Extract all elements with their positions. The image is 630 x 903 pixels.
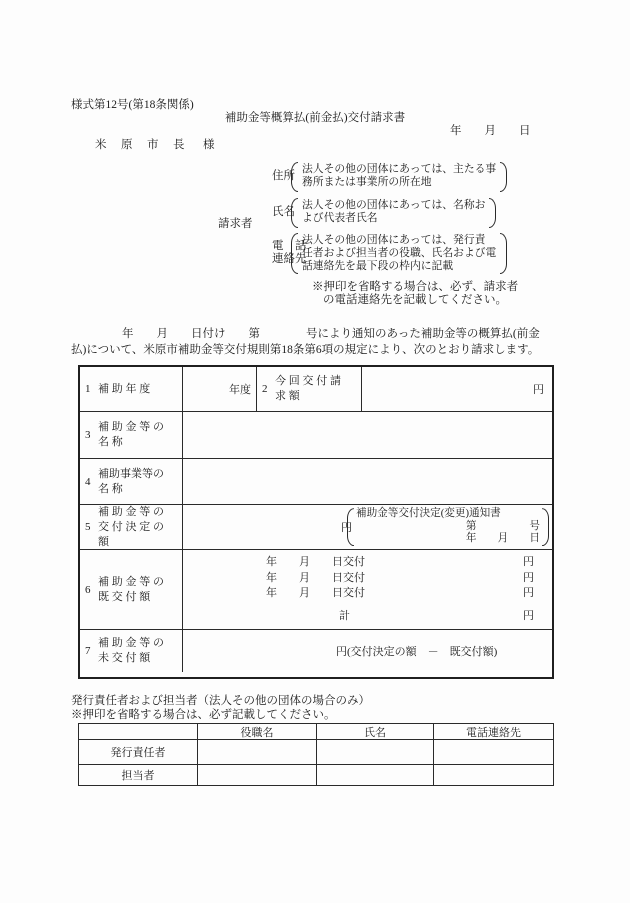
- notice-note-line3: 年 月 日: [465, 533, 540, 545]
- unpaid-formula: 円(交付決定の額 － 既交付額): [336, 646, 498, 658]
- tel-note-text: 法人その他の団体にあっては、発行責 任者および担当者の役職、氏名および電 話連絡先を最下段の枠内に記載: [302, 234, 497, 272]
- brace-right-icon: [542, 508, 549, 546]
- officials-header-blank: [79, 724, 197, 739]
- row7-label-line2: 未 交 付 額: [98, 652, 151, 664]
- officials-header-position: 役職名: [197, 724, 316, 739]
- name-field-label[interactable]: 氏名: [272, 206, 295, 218]
- staff-position-input-cell[interactable]: [197, 765, 316, 785]
- paid-date-line: 年 月 日交付: [266, 587, 365, 600]
- main-table: [78, 365, 554, 679]
- row6-label-line2: 既 交 付 額: [98, 590, 151, 603]
- request-label-line1: 今 回: [275, 375, 300, 387]
- date-line[interactable]: 年 月 日: [450, 125, 531, 137]
- form-number: 様式第12号(第18条関係): [71, 99, 194, 111]
- officials-header-name: 氏名: [316, 724, 433, 739]
- row3-label-cell: [80, 412, 183, 458]
- row4-number: 4: [85, 475, 91, 488]
- row6-label-line1: 補 助 金 等 の: [98, 575, 164, 588]
- table-row-decision-amount: [80, 504, 552, 549]
- officials-note: ※押印を省略する場合は、必ず記載してください。: [71, 709, 336, 721]
- brace-right-icon: [500, 162, 507, 192]
- row5-label-line2: 交 付 決 定 の 額: [98, 520, 164, 548]
- request-label-line2: 交 付 請 求 額: [275, 375, 341, 402]
- yen-suffix: 円: [523, 609, 534, 622]
- address-note-text: 法人その他の団体にあっては、主たる事 務所または事業所の所在地: [302, 163, 497, 188]
- nendo-suffix: 年度: [229, 384, 251, 396]
- issuer-row-label: 発行責任者: [110, 747, 166, 759]
- officials-title: 発行責任者および担当者（法人その他の団体の場合のみ）: [71, 695, 370, 707]
- officials-header-row: [79, 724, 553, 739]
- notice-note-line2: 第 号: [465, 520, 540, 532]
- staff-row: [79, 764, 553, 785]
- unpaid-amount-input-cell[interactable]: [183, 630, 552, 672]
- row4-label-line1: 補助事業等の: [98, 467, 164, 480]
- notice-note-line1: 補助金等交付決定(変更)通知書: [356, 508, 501, 520]
- subsidy-year-input-cell[interactable]: [183, 367, 257, 411]
- row5-label-cell: [80, 505, 183, 549]
- row1-number2: 2: [262, 383, 268, 395]
- brace-right-icon: [500, 233, 507, 274]
- table-row-project-name: [80, 458, 552, 504]
- issuer-tel-input-cell[interactable]: [433, 740, 553, 764]
- paid-date-line: 年 月 日交付: [266, 556, 365, 569]
- staff-name-input-cell[interactable]: [316, 765, 433, 785]
- address-field-label[interactable]: 住所: [272, 170, 295, 182]
- row4-label-cell: [80, 459, 183, 504]
- paid-entry-3: [183, 586, 552, 602]
- paid-entry-2: [183, 571, 552, 587]
- name-note: [291, 198, 496, 228]
- issuer-row: [79, 739, 553, 764]
- paid-date-line: 年 月 日交付: [266, 571, 365, 584]
- decision-amount-input-cell[interactable]: [183, 505, 552, 549]
- row5-number: 5: [85, 521, 91, 533]
- yen-suffix: 円: [523, 556, 534, 569]
- table-row-paid-amount: [80, 549, 552, 629]
- request-amount-input-cell[interactable]: [362, 367, 552, 411]
- row1-label-cell: [80, 367, 183, 411]
- seal-note-line1: ※押印を省略する場合は、必ず、請求者: [312, 281, 519, 293]
- row6-number: 6: [85, 583, 91, 596]
- row3-label-line2: 名 称: [98, 436, 123, 448]
- brace-right-icon: [489, 198, 496, 228]
- yen-suffix: 円: [533, 384, 544, 396]
- table-row-subsidy-name: [80, 411, 552, 458]
- form-title: 補助金等概算払(前金払)交付請求書: [224, 112, 406, 124]
- seal-note-line2: の電話連絡先を記載してください。: [323, 294, 507, 306]
- staff-tel-input-cell[interactable]: [433, 765, 553, 785]
- yen-suffix: 円: [341, 522, 352, 534]
- row7-label-cell: [80, 630, 183, 672]
- requester-label: 請求者: [218, 218, 253, 230]
- tel-note: [291, 233, 507, 274]
- row3-number: 3: [85, 429, 91, 441]
- staff-row-label: 担当者: [121, 770, 155, 782]
- issuer-name-input-cell[interactable]: [316, 740, 433, 764]
- row1-request-label-cell: [257, 367, 362, 411]
- table-row-subsidy-year: [80, 367, 552, 411]
- brace-left-icon: [347, 508, 354, 546]
- body-paragraph-line1: 年 月 日付け 第 号により通知のあった補助金等の概算払(前金: [122, 328, 540, 340]
- row1-label: 補 助 年 度: [98, 382, 151, 395]
- tel-field-label[interactable]: 電 話 連絡先: [272, 240, 307, 265]
- row7-number: 7: [85, 645, 91, 657]
- officials-header-tel: 電話連絡先: [433, 724, 553, 739]
- brace-left-icon: [291, 233, 298, 274]
- row4-label-line2: 名 称: [98, 482, 123, 495]
- total-label: 計: [339, 609, 350, 622]
- decision-notice-note: [347, 508, 549, 546]
- brace-left-icon: [291, 162, 298, 192]
- paid-entry-1: [183, 555, 552, 571]
- paid-amount-input-cell[interactable]: [183, 550, 552, 629]
- name-note-text: 法人その他の団体にあっては、名称お よび代表者氏名: [302, 199, 486, 224]
- subsidy-name-input-cell[interactable]: [183, 412, 552, 458]
- project-name-input-cell[interactable]: [183, 459, 552, 504]
- addressee: 米原市長: [95, 139, 199, 151]
- officials-table: [78, 723, 554, 786]
- row1-number: 1: [85, 383, 91, 395]
- row6-label-cell: [80, 550, 183, 629]
- paid-total-line: [183, 609, 552, 624]
- row3-label-line1: 補 助 金 等 の: [98, 421, 164, 433]
- brace-left-icon: [291, 198, 298, 228]
- row5-label-line1: 補 助 金 等 の: [98, 505, 164, 518]
- table-row-unpaid-amount: [80, 629, 552, 672]
- address-note: [291, 162, 507, 192]
- yen-suffix: 円: [523, 587, 534, 600]
- addressee-honorific: 様: [203, 139, 215, 151]
- yen-suffix: 円: [523, 571, 534, 584]
- body-paragraph-line2: 払)について、米原市補助金等交付規則第18条第6項の規定により、次のとおり請求します。: [71, 344, 540, 356]
- issuer-position-input-cell[interactable]: [197, 740, 316, 764]
- row7-label-line1: 補 助 金 等 の: [98, 637, 164, 649]
